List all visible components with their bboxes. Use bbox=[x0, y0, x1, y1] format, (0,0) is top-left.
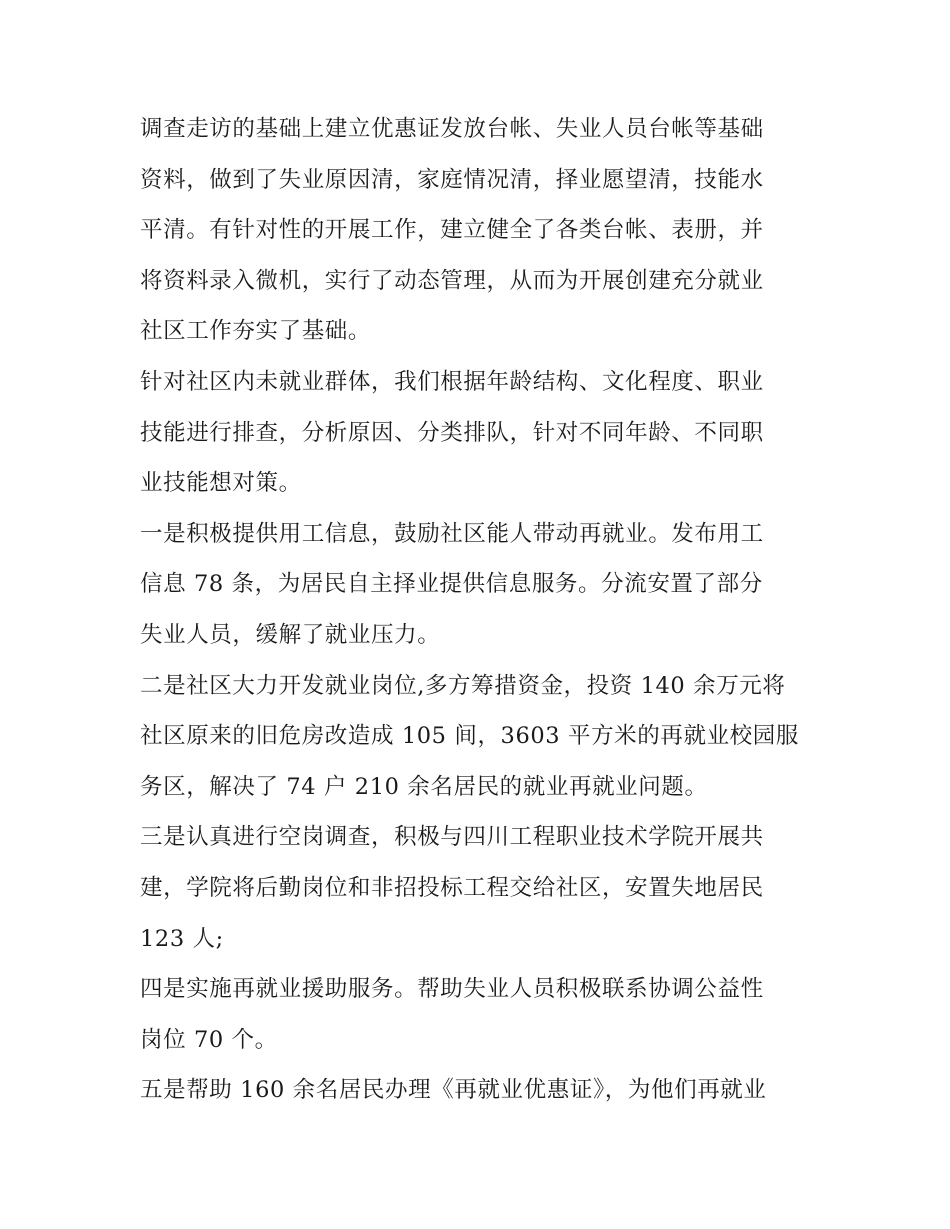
text-line: 技能进行排查，分析原因、分类排队，针对不同年龄、不同职 bbox=[140, 419, 764, 446]
text-line: 123 人; bbox=[140, 925, 224, 952]
text-line: 一是积极提供用工信息，鼓励社区能人带动再就业。发布用工 bbox=[140, 520, 764, 547]
text-line: 务区，解决了 74 户 210 余名居民的就业再就业问题。 bbox=[140, 773, 708, 800]
text-line: 岗位 70 个。 bbox=[140, 1026, 278, 1053]
text-line: 三是认真进行空岗调查，积极与四川工程职业技术学院开展共 bbox=[140, 824, 764, 851]
text-line: 建，学院将后勤岗位和非招投标工程交给社区，安置失地居民 bbox=[140, 874, 764, 901]
text-line: 信息 78 条，为居民自主择业提供信息服务。分流安置了部分 bbox=[140, 571, 763, 598]
text-line: 社区原来的旧危房改造成 105 间，3603 平方米的再就业校园服 bbox=[140, 723, 799, 750]
text-line: 针对社区内未就业群体，我们根据年龄结构、文化程度、职业 bbox=[140, 368, 764, 395]
text-line: 社区工作夯实了基础。 bbox=[140, 318, 372, 345]
text-line: 平清。有针对性的开展工作，建立健全了各类台帐、表册，并 bbox=[140, 217, 764, 244]
document-body bbox=[140, 104, 812, 1116]
text-line: 失业人员，缓解了就业压力。 bbox=[140, 621, 441, 648]
text-line: 将资料录入微机，实行了动态管理，从而为开展创建充分就业 bbox=[140, 267, 764, 294]
text-line: 业技能想对策。 bbox=[140, 470, 302, 497]
text-line: 二是社区大力开发就业岗位,多方筹措资金，投资 140 余万元将 bbox=[140, 672, 786, 699]
text-line: 四是实施再就业援助服务。帮助失业人员积极联系协调公益性 bbox=[140, 976, 764, 1003]
text-line: 五是帮助 160 余名居民办理《再就业优惠证》，为他们再就业 bbox=[140, 1077, 767, 1104]
text-line: 资料，做到了失业原因清，家庭情况清，择业愿望清，技能水 bbox=[140, 166, 764, 193]
text-line: 调查走访的基础上建立优惠证发放台帐、失业人员台帐等基础 bbox=[140, 116, 764, 142]
